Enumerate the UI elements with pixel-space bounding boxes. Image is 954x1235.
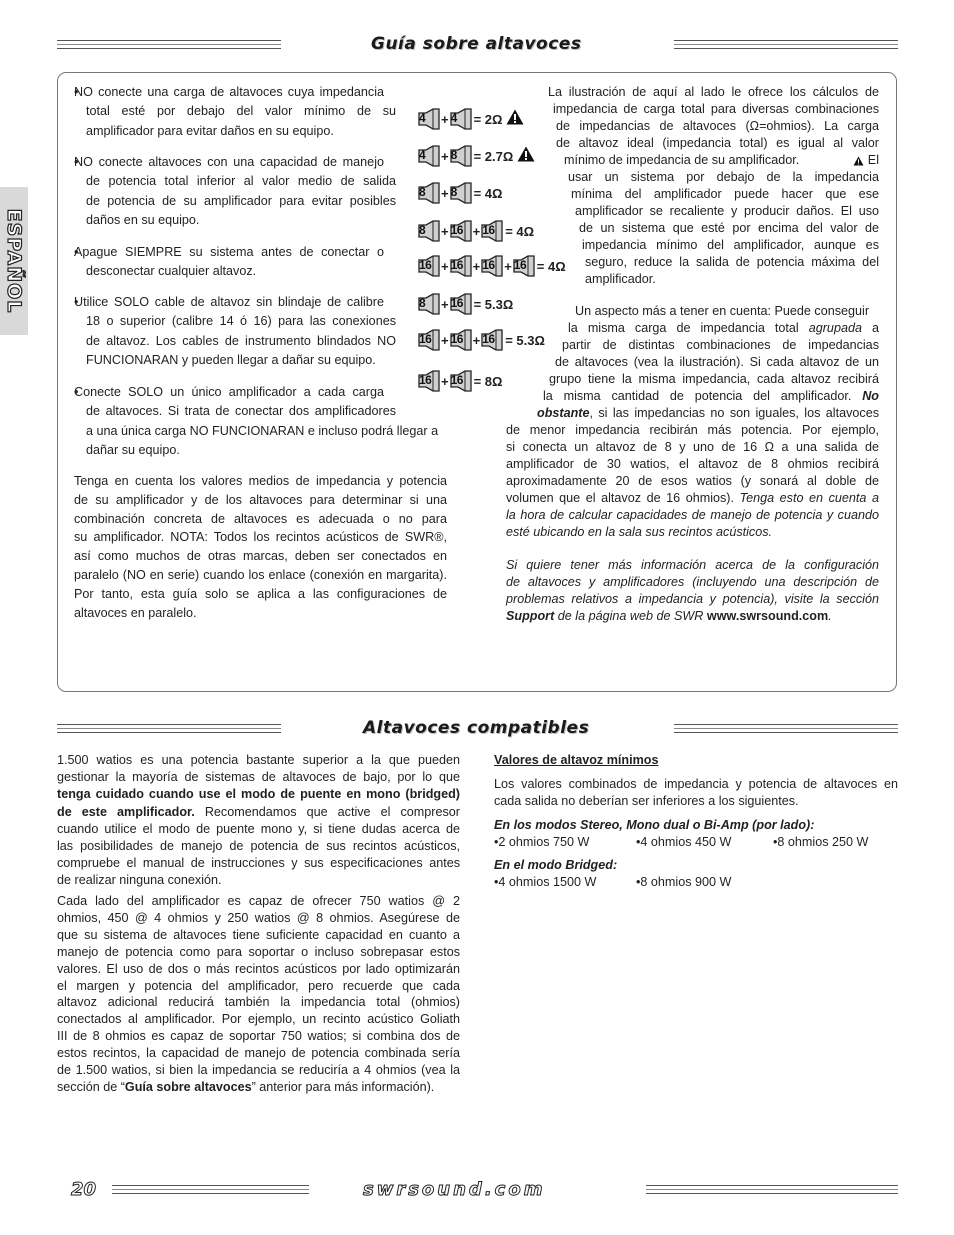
section-title-compatibles: Altavoces compatibles bbox=[363, 718, 590, 738]
footer-rule-left bbox=[112, 1185, 309, 1194]
speaker-impedance: 16 bbox=[450, 223, 463, 237]
text-line: el margen y potencia del amplificador, pero recuerde que cada bbox=[57, 978, 460, 993]
speaker-icon bbox=[481, 220, 503, 242]
header-rule-right-2 bbox=[674, 724, 898, 733]
diagram-row bbox=[418, 370, 502, 392]
speaker-icon bbox=[450, 370, 472, 392]
footer-rule-right bbox=[646, 1185, 898, 1194]
bullet-line: de altavoces. Si trata de conectar dos amplificadores bbox=[86, 404, 396, 419]
speaker-impedance: 4 bbox=[419, 111, 426, 125]
text-line: combinación concreta de altavoces es adecuada o no para bbox=[74, 511, 447, 526]
total-impedance: = 2.7Ω bbox=[473, 148, 514, 164]
text-line: ohmios, 450 @ 4 ohmios y 250 watios @ 8 ohmios. Asegúrese de bbox=[57, 910, 460, 925]
speaker-icon bbox=[450, 182, 472, 204]
diagram-row bbox=[418, 255, 566, 277]
total-impedance: = 4Ω bbox=[536, 258, 566, 274]
speaker-impedance: 8 bbox=[450, 148, 457, 162]
speaker-impedance: 16 bbox=[419, 332, 432, 346]
bullet-line: Conecte SOLO un único amplificador a cada carga bbox=[74, 385, 384, 399]
text-line: de su amplificador y de los altavoces para determinar si una bbox=[74, 492, 447, 507]
bullet-line: 18 o superior (calibre 14 ó 16) para las conexiones bbox=[86, 314, 396, 329]
speaker-icon bbox=[418, 329, 440, 351]
speaker-impedance: 16 bbox=[482, 223, 495, 237]
bullet-line: desconectar cualquier altavoz. bbox=[86, 264, 257, 279]
bullet-line: NO conecte una carga de altavoces cuya impedancia bbox=[74, 85, 384, 99]
speaker-impedance: 8 bbox=[419, 296, 426, 310]
bullet-line: amplificador para evitar daños en su equipo. bbox=[86, 123, 334, 138]
text-line: III de 8 ohmios es capaz de soportar 750 watios; si combina dos de bbox=[57, 1029, 460, 1044]
speaker-impedance: 8 bbox=[450, 185, 457, 199]
diagram-row bbox=[418, 220, 534, 242]
stereo-value-3: •8 ohmios 250 W bbox=[773, 835, 869, 849]
stereo-value-2: •4 ohmios 450 W bbox=[636, 835, 732, 849]
header-rule-left bbox=[57, 40, 281, 49]
website-link[interactable]: www.swrsound.com bbox=[706, 609, 829, 623]
text-line: estos recintos, la capacidad de manejo de potencia combinada sería bbox=[57, 1046, 460, 1061]
plus-sign: + bbox=[504, 258, 512, 274]
text-line: Cada lado del amplificador es capaz de ofrecer 750 watios @ 2 bbox=[57, 894, 460, 908]
text-line: que su sistema de altavoces tiene suficiente capacidad en cuanto a bbox=[57, 927, 460, 942]
plus-sign: + bbox=[472, 258, 481, 274]
speaker-impedance: 16 bbox=[450, 296, 463, 310]
min-values-intro: Los valores combinados de impedancia y potencia de altavoces en cada salida no deberían ser inferiores a los siguientes. bbox=[494, 777, 898, 808]
min-values-title: Valores de altavoz mínimos bbox=[494, 753, 659, 767]
diagram-row bbox=[418, 145, 535, 167]
speaker-icon bbox=[418, 293, 440, 315]
text-line: Tenga en cuenta los valores medios de impedancia y potencia bbox=[74, 474, 447, 488]
speaker-impedance: 4 bbox=[450, 111, 457, 125]
speaker-icon bbox=[450, 108, 472, 130]
text-line: de 1.500 watios, si bien la impedancia se reduciría a 4 ohmios (vea la bbox=[57, 1063, 460, 1078]
bullet-5 bbox=[74, 383, 439, 460]
text-line: altavoces en paralelo. bbox=[74, 605, 197, 620]
speaker-icon bbox=[450, 220, 472, 242]
total-impedance: = 4Ω bbox=[473, 185, 503, 201]
header-rule-right bbox=[674, 40, 898, 49]
bullet-3 bbox=[74, 243, 396, 282]
parallel-note bbox=[74, 472, 447, 622]
stereo-modes-label: En los modos Stereo, Mono dual o Bi-Amp (por lado): bbox=[494, 818, 815, 832]
bullet-1 bbox=[74, 83, 396, 141]
speaker-impedance: 16 bbox=[419, 373, 432, 387]
bullet-line: FUNCIONARAN y pueden llegar a dañar su equipo. bbox=[86, 352, 376, 367]
speaker-icon bbox=[450, 145, 472, 167]
speaker-icon bbox=[450, 255, 472, 277]
bridged-value-1: •4 ohmios 1500 W bbox=[494, 875, 597, 889]
speaker-icon bbox=[418, 182, 440, 204]
footer-website: swrsound.com bbox=[363, 1179, 546, 1200]
total-impedance: = 4Ω bbox=[505, 223, 535, 239]
plus-sign: + bbox=[441, 223, 449, 239]
speaker-impedance: 16 bbox=[482, 332, 495, 346]
speaker-impedance: 16 bbox=[513, 258, 527, 272]
plus-sign: + bbox=[472, 223, 481, 239]
bullet-line: de potencia de su amplificador para evitar posibles bbox=[86, 193, 396, 208]
bullet-line: de potencia total inferior al valor medio de salida bbox=[86, 174, 396, 189]
plus-sign: + bbox=[441, 148, 449, 164]
diagram-row bbox=[418, 293, 513, 315]
header-rule-left-2 bbox=[57, 724, 281, 733]
bullet-2 bbox=[74, 153, 396, 230]
speaker-impedance: 16 bbox=[419, 258, 432, 272]
plus-sign: + bbox=[441, 296, 449, 312]
speaker-impedance: 16 bbox=[482, 258, 495, 272]
warning-icon bbox=[506, 109, 524, 130]
bridged-warning-para: 1.500 watios es una potencia bastante superior a la que pueden gestionar la mayoría de sistemas de altavoces de bajo, por lo que tenga cuidado cuando use el modo de puente en mono (bridged) de este amplificador. Recomendamos que active el compresor cuando utilice el modo de puente mono y, si tiene dudas acerca de las posibilidades de manejo de potencia de sus recintos acústicos, compruebe el manual de instrucciones y sus especificaciones antes de realizar ninguna conexión. bbox=[57, 753, 460, 888]
page-number: 20 bbox=[71, 1179, 97, 1200]
text-line: altavoz adicional reducirá también la impedancia total (ohmios) bbox=[57, 995, 460, 1010]
warning-icon bbox=[517, 146, 535, 167]
text-line: Por tanto, esta guía solo se aplica a las configuraciones de bbox=[74, 586, 447, 601]
text-line: así como muchos de otras marcas, deben ser conectados en bbox=[74, 549, 447, 564]
speaker-impedance: 16 bbox=[450, 373, 463, 387]
plus-sign: + bbox=[441, 258, 449, 274]
plus-sign: + bbox=[441, 185, 449, 201]
speaker-icon bbox=[418, 220, 440, 242]
plus-sign: + bbox=[441, 373, 449, 389]
power-capacity-para: Cada lado del amplificador es capaz de ofrecer 750 watios @ 2 ohmios, 450 @ 4 ohmios y 250 watios @ 8 ohmios. Asegúrese de que su sistema de altavoces tiene suficiente capacidad en cuanto a manejo de potencia como para soportar o incluso sobrepasar estos valores. El uso de dos o más recintos acústicos por lado optimizarán el margen y potencia del amplificador, pero recuerde que cada altavoz adicional reducirá también la impedancia total (ohmios) conectados al amplificador. Por ejemplo, un recinto acústico Goliath III de 8 ohmios es capaz de soportar 750 watios; si combina dos de estos recintos, la capacidad de manejo de potencia combinada sería de 1.500 watios, si bien la impedancia se reduciría a 4 ohmios (vea la sección de “Guía sobre altavoces” anterior para más información). bbox=[57, 894, 460, 1094]
grouping-para: Un aspecto más a tener en cuenta: Puede conseguir la misma carga de impedancia total agrupada a partir de distintas combinaciones de impedancias de altavoces (vea la ilustración). Si cada altavoz de un grupo tiene la misma impedancia, cada altavoz recibirá la misma cantidad de potencia del amplificador. No obstante, si las impedancias no son iguales, los altavoces de menor impedancia recibirán más potencia. Por ejemplo, si conecta un altavoz de 8 y uno de 16 Ω a una salida de amplificador de 30 watios, el altavoz de 8 ohmios recibirá aproximadamente 20 de esos watios (y sonará al doble de volumen que el altavoz de 16 ohmios). Tenga esto en cuenta a la hora de calcular capacidades de manejo de potencia y cuando esté ubicando en la sala sus recintos acústicos. bbox=[506, 304, 880, 539]
bullet-line: Apague SIEMPRE su sistema antes de conectar o bbox=[74, 245, 384, 259]
text-line: paralelo (NO en serie) cuando los enlace (conexión en margarita). bbox=[74, 567, 447, 582]
text-line: conectados al amplificador. Por ejemplo, un recinto acústico Goliath bbox=[57, 1012, 460, 1027]
plus-sign: + bbox=[472, 332, 481, 348]
text-line: su amplificador. NOTA: Todos los recintos acústicos de SWR®, bbox=[74, 530, 447, 545]
speaker-icon bbox=[418, 145, 440, 167]
speaker-icon bbox=[418, 255, 440, 277]
speaker-icon bbox=[481, 255, 503, 277]
bullet-line: total esté por debajo del valor mínimo de su bbox=[86, 104, 396, 119]
speaker-icon bbox=[450, 293, 472, 315]
plus-sign: + bbox=[441, 111, 449, 127]
plus-sign: + bbox=[441, 332, 449, 348]
speaker-impedance: 8 bbox=[419, 185, 426, 199]
bullet-4 bbox=[74, 293, 396, 370]
total-impedance: = 8Ω bbox=[473, 373, 503, 389]
text-line: manejo de potencia como para soportar o incluso sobrepasar estos bbox=[57, 944, 460, 959]
diagram-row bbox=[418, 108, 524, 130]
total-impedance: = 5.3Ω bbox=[505, 332, 545, 348]
stereo-value-1: •2 ohmios 750 W bbox=[494, 835, 590, 849]
speaker-icon bbox=[513, 255, 535, 277]
bridged-value-2: •8 ohmios 900 W bbox=[636, 875, 732, 889]
text-line: valores. El uso de dos o más recintos acústicos por lado optimizarán bbox=[57, 961, 460, 976]
total-impedance: = 5.3Ω bbox=[473, 296, 514, 312]
illustration-para: La ilustración de aquí al lado le ofrece los cálculos de impedancia de carga total para diversas combinaciones de impedancias de altavoces (Ω=ohmios). La carga de altavoz ideal (impedancia total) es igual al valor mínimo de impedancia de su amplificador. El usar un sistema por debajo de la impedancia mínima del amplificador puede hacer que ese amplificador se recaliente y producir daños. El uso de un sistema que esté por encima del valor de impedancia mínimo del amplificador, aunque es seguro, reduce la salida de potencia máxima del amplificador. bbox=[548, 85, 879, 286]
speaker-impedance: 4 bbox=[419, 148, 426, 162]
speaker-icon bbox=[418, 108, 440, 130]
bullet-line: a una única carga NO FUNCIONARAN e incluso podrá llegar a bbox=[86, 423, 439, 438]
bullet-line: dañar su equipo. bbox=[86, 442, 180, 457]
bullet-line: Utilice SOLO cable de altavoz sin blindaje de calibre bbox=[74, 295, 384, 309]
speaker-impedance: 16 bbox=[450, 258, 463, 272]
bullet-line: daños en su equipo. bbox=[86, 212, 200, 227]
speaker-impedance: 16 bbox=[450, 332, 463, 346]
speaker-icon bbox=[450, 329, 472, 351]
warning-icon bbox=[853, 156, 864, 166]
diagram-row bbox=[418, 182, 502, 204]
speaker-icon bbox=[481, 329, 503, 351]
section-title-guia: Guía sobre altavoces bbox=[371, 34, 582, 54]
bullet-line: de altavoz. Los cables de instrumento blindados NO bbox=[86, 333, 396, 348]
language-tab: ESPAÑOL bbox=[0, 187, 28, 335]
more-info-para: Si quiere tener más información acerca de la configuración de altavoces y amplificadores (incluyendo una descripción de problemas relativos a impedancia y potencia), visite la sección Support de la página web de SWR www.swrsound.com. bbox=[506, 558, 879, 623]
speaker-icon bbox=[418, 370, 440, 392]
total-impedance: = 2Ω bbox=[473, 111, 503, 127]
bridged-mode-label: En el modo Bridged: bbox=[494, 858, 618, 872]
speaker-impedance: 8 bbox=[419, 223, 426, 237]
bullet-line: NO conecte altavoces con una capacidad de manejo bbox=[74, 155, 384, 169]
